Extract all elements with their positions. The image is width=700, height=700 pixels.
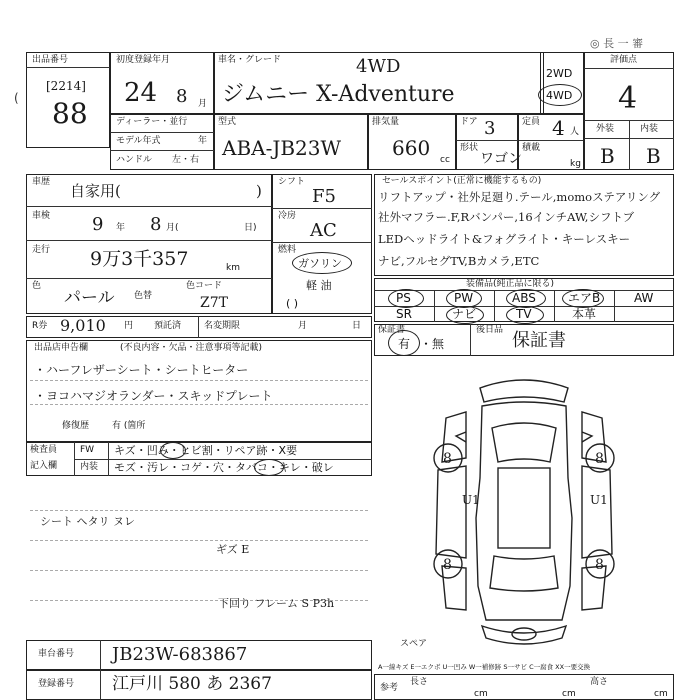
- equip-leather: 本革: [572, 307, 597, 321]
- door-value: 3: [484, 118, 496, 139]
- drive-2wd: 2WD: [546, 67, 573, 80]
- extra-value: 保証書: [512, 330, 566, 351]
- reg-year: 24: [124, 78, 158, 108]
- score-label: 評価点: [610, 55, 638, 65]
- ps-circle: [388, 289, 424, 308]
- sales-line-2: 社外マフラー.F,Rバンパー,16インチAW,シフトブ: [378, 210, 635, 224]
- fuel-circle: [292, 252, 352, 274]
- sales-line-3: LEDヘッドライト&フォグライト・キーレスキー: [378, 232, 631, 246]
- tire-fl-value: 8: [443, 451, 452, 467]
- reg-label: 初度登録年月: [116, 55, 171, 65]
- repair-label: 修復歴: [62, 421, 90, 431]
- disp-unit: cc: [440, 155, 450, 165]
- warranty-circle: [388, 330, 420, 356]
- car-label: 車名・グレード: [218, 55, 282, 65]
- fuel-value: ガソリン: [298, 257, 342, 270]
- car-damage-diagram: [374, 358, 674, 658]
- lot-small: [2214]: [46, 79, 86, 93]
- recycle-value: 9,010: [60, 316, 106, 335]
- dim-cm-1: cm: [474, 689, 488, 699]
- sales-line-1: リフトアップ・社外足廻り.テール,momoステアリング: [378, 190, 661, 204]
- int-label: 内装: [640, 124, 659, 134]
- report-line-2: ・ヨコハマジオランダー・スキッドプレート: [34, 389, 273, 403]
- shift-value: F5: [312, 186, 336, 207]
- warranty-label: 保証書: [378, 325, 406, 335]
- reg-month: 8: [176, 86, 188, 107]
- reg-month-unit: 月: [198, 99, 208, 109]
- disp-value: 660: [392, 136, 431, 160]
- warranty-none: ・無: [420, 337, 445, 351]
- dim-cm-2: cm: [562, 689, 576, 699]
- inspector-note-1: シート ヘタリ ヌレ: [40, 515, 135, 528]
- drive-4wd-circle: [538, 84, 582, 106]
- cap-label: 定員: [522, 117, 541, 127]
- sales-line-4: ナビ,フルセグTV,Bカメラ,ETC: [378, 254, 540, 268]
- ext-label: 外装: [596, 124, 615, 134]
- inspector-note-3: 下回り フレーム S P3h: [218, 597, 335, 610]
- inspect-month-unit: 月(: [166, 223, 179, 233]
- interior-label: 内装: [80, 462, 99, 472]
- name-change-label: 名変期限: [204, 321, 241, 331]
- color-code-label: 色コード: [186, 281, 223, 291]
- inspector-label-1: 検査員: [30, 445, 58, 455]
- load-unit: kg: [570, 159, 581, 169]
- inspect-day-unit: 日): [244, 223, 257, 233]
- repair-value: 有 (箇所: [112, 421, 146, 431]
- fuel-paren: ( ): [286, 297, 299, 310]
- inspector-note-2: ギズ E: [216, 543, 250, 556]
- navi-check: [446, 306, 484, 324]
- int-grade: B: [646, 144, 661, 168]
- sales-label: セールスポイント(正常に機能するもの): [382, 176, 542, 186]
- plate-value: 江戸川 580 あ 2367: [112, 674, 272, 694]
- use-value: 自家用(: [70, 182, 121, 200]
- equip-navi: ナビ: [452, 307, 477, 321]
- recycle-status: 預託済: [154, 321, 182, 331]
- equip-abs: ABS: [512, 291, 536, 305]
- spare-label: スペア: [400, 639, 428, 649]
- equip-airbag: エアB: [568, 291, 601, 305]
- ac-value: AC: [310, 220, 337, 241]
- mark-left: U1: [462, 493, 480, 507]
- inspect-year: 9: [92, 214, 104, 235]
- report-line-1: ・ハーフレザーシート・シートヒーター: [34, 363, 249, 377]
- chassis-value: JB23W-683867: [112, 644, 248, 665]
- fuel-label: 燃料: [278, 245, 297, 255]
- report-label: 出品店申告欄: [34, 343, 89, 353]
- model-year-unit: 年: [198, 136, 208, 146]
- name-change-day: 日: [352, 321, 362, 331]
- type-label: 型式: [218, 117, 237, 127]
- load-label: 積載: [522, 143, 541, 153]
- tire-rr-value: 8: [595, 557, 604, 573]
- ac-label: 冷房: [278, 211, 297, 221]
- equip-tv: TV: [516, 307, 532, 321]
- dent-circle: [160, 442, 186, 459]
- lot-label: 出品番号: [32, 55, 69, 65]
- fw-items: キズ・凹み・ヒビ割・リペア跡・X要: [114, 444, 298, 457]
- inspect-month: 8: [150, 214, 162, 235]
- fw-label: FW: [80, 445, 95, 455]
- color-label: 色: [32, 281, 42, 291]
- inspect-year-unit: 年: [116, 223, 126, 233]
- drive-4wd: 4WD: [546, 89, 573, 102]
- disp-label: 排気量: [372, 117, 400, 127]
- mileage-unit: km: [226, 263, 240, 273]
- extra-label: 後日品: [476, 325, 504, 335]
- tire-rl-value: 8: [443, 557, 452, 573]
- lot-number: 88: [52, 97, 88, 130]
- inspect-label: 車検: [32, 211, 51, 221]
- shape-value: ワゴン: [480, 151, 522, 167]
- equip-ps: PS: [396, 291, 411, 305]
- cap-value: 4: [552, 116, 565, 140]
- ext-grade: B: [600, 144, 615, 168]
- left-hole-mark: (: [14, 91, 19, 105]
- color-no-label: 色替: [134, 291, 153, 301]
- equip-sr: SR: [396, 307, 412, 321]
- score-value: 4: [618, 81, 638, 116]
- color-code: Z7T: [200, 295, 228, 311]
- recycle-unit: 円: [124, 321, 134, 331]
- name-change-month: 月: [298, 321, 308, 331]
- tv-check: [506, 306, 544, 324]
- shape-label: 形状: [460, 143, 479, 153]
- car-4wd: 4WD: [356, 56, 401, 77]
- use-close: ): [256, 182, 262, 200]
- dim-len-label: 長さ: [410, 677, 429, 687]
- recycle-label: R券: [32, 321, 48, 331]
- interior-items: モズ・汚レ・コゲ・穴・タバコ・キレ・破レ: [114, 461, 334, 474]
- equipment-label: 装備品(純正品に限る): [466, 279, 555, 289]
- mark-right: U1: [590, 493, 608, 507]
- airbag-circle: [562, 289, 604, 308]
- dim-ref-label: 参考: [380, 683, 399, 693]
- fuel-alt: 軽 油: [306, 279, 332, 292]
- mileage-label: 走行: [32, 245, 51, 255]
- report-sub: (不良内容・欠品・注意事項等記載): [120, 343, 263, 353]
- dealer-label: ディーラー・並行: [116, 117, 188, 127]
- dim-high-label: 高さ: [590, 677, 609, 687]
- door-label: ドア: [460, 117, 478, 127]
- handle-label: ハンドル: [116, 155, 153, 165]
- plate-label: 登録番号: [38, 679, 75, 689]
- equip-aw: AW: [634, 291, 654, 305]
- equip-pw: PW: [454, 291, 474, 305]
- use-label: 車歴: [32, 177, 51, 187]
- model-year-label: モデル年式: [116, 136, 161, 146]
- corner-mark: ◎ 長 一 審: [590, 37, 644, 50]
- warranty-have: 有: [398, 337, 411, 351]
- inspector-label-2: 記入欄: [30, 461, 58, 471]
- cap-unit: 人: [570, 127, 580, 137]
- handle-value: 左・右: [172, 155, 200, 165]
- chassis-label: 車台番号: [38, 649, 75, 659]
- color-value: パール: [64, 288, 115, 308]
- tire-fr-value: 8: [595, 451, 604, 467]
- tobacco-circle: [254, 459, 284, 476]
- car-name: ジムニー X-Adventure: [222, 82, 455, 107]
- shift-label: シフト: [278, 177, 306, 187]
- legend-text: A一線キズ E一エクボ U一凹み W一補修跡 S一サビ C一腐食 XX一要交換: [378, 663, 591, 671]
- dim-cm-3: cm: [654, 689, 668, 699]
- mileage-value: 9万3千357: [90, 248, 189, 270]
- type-value: ABA-JB23W: [222, 136, 342, 160]
